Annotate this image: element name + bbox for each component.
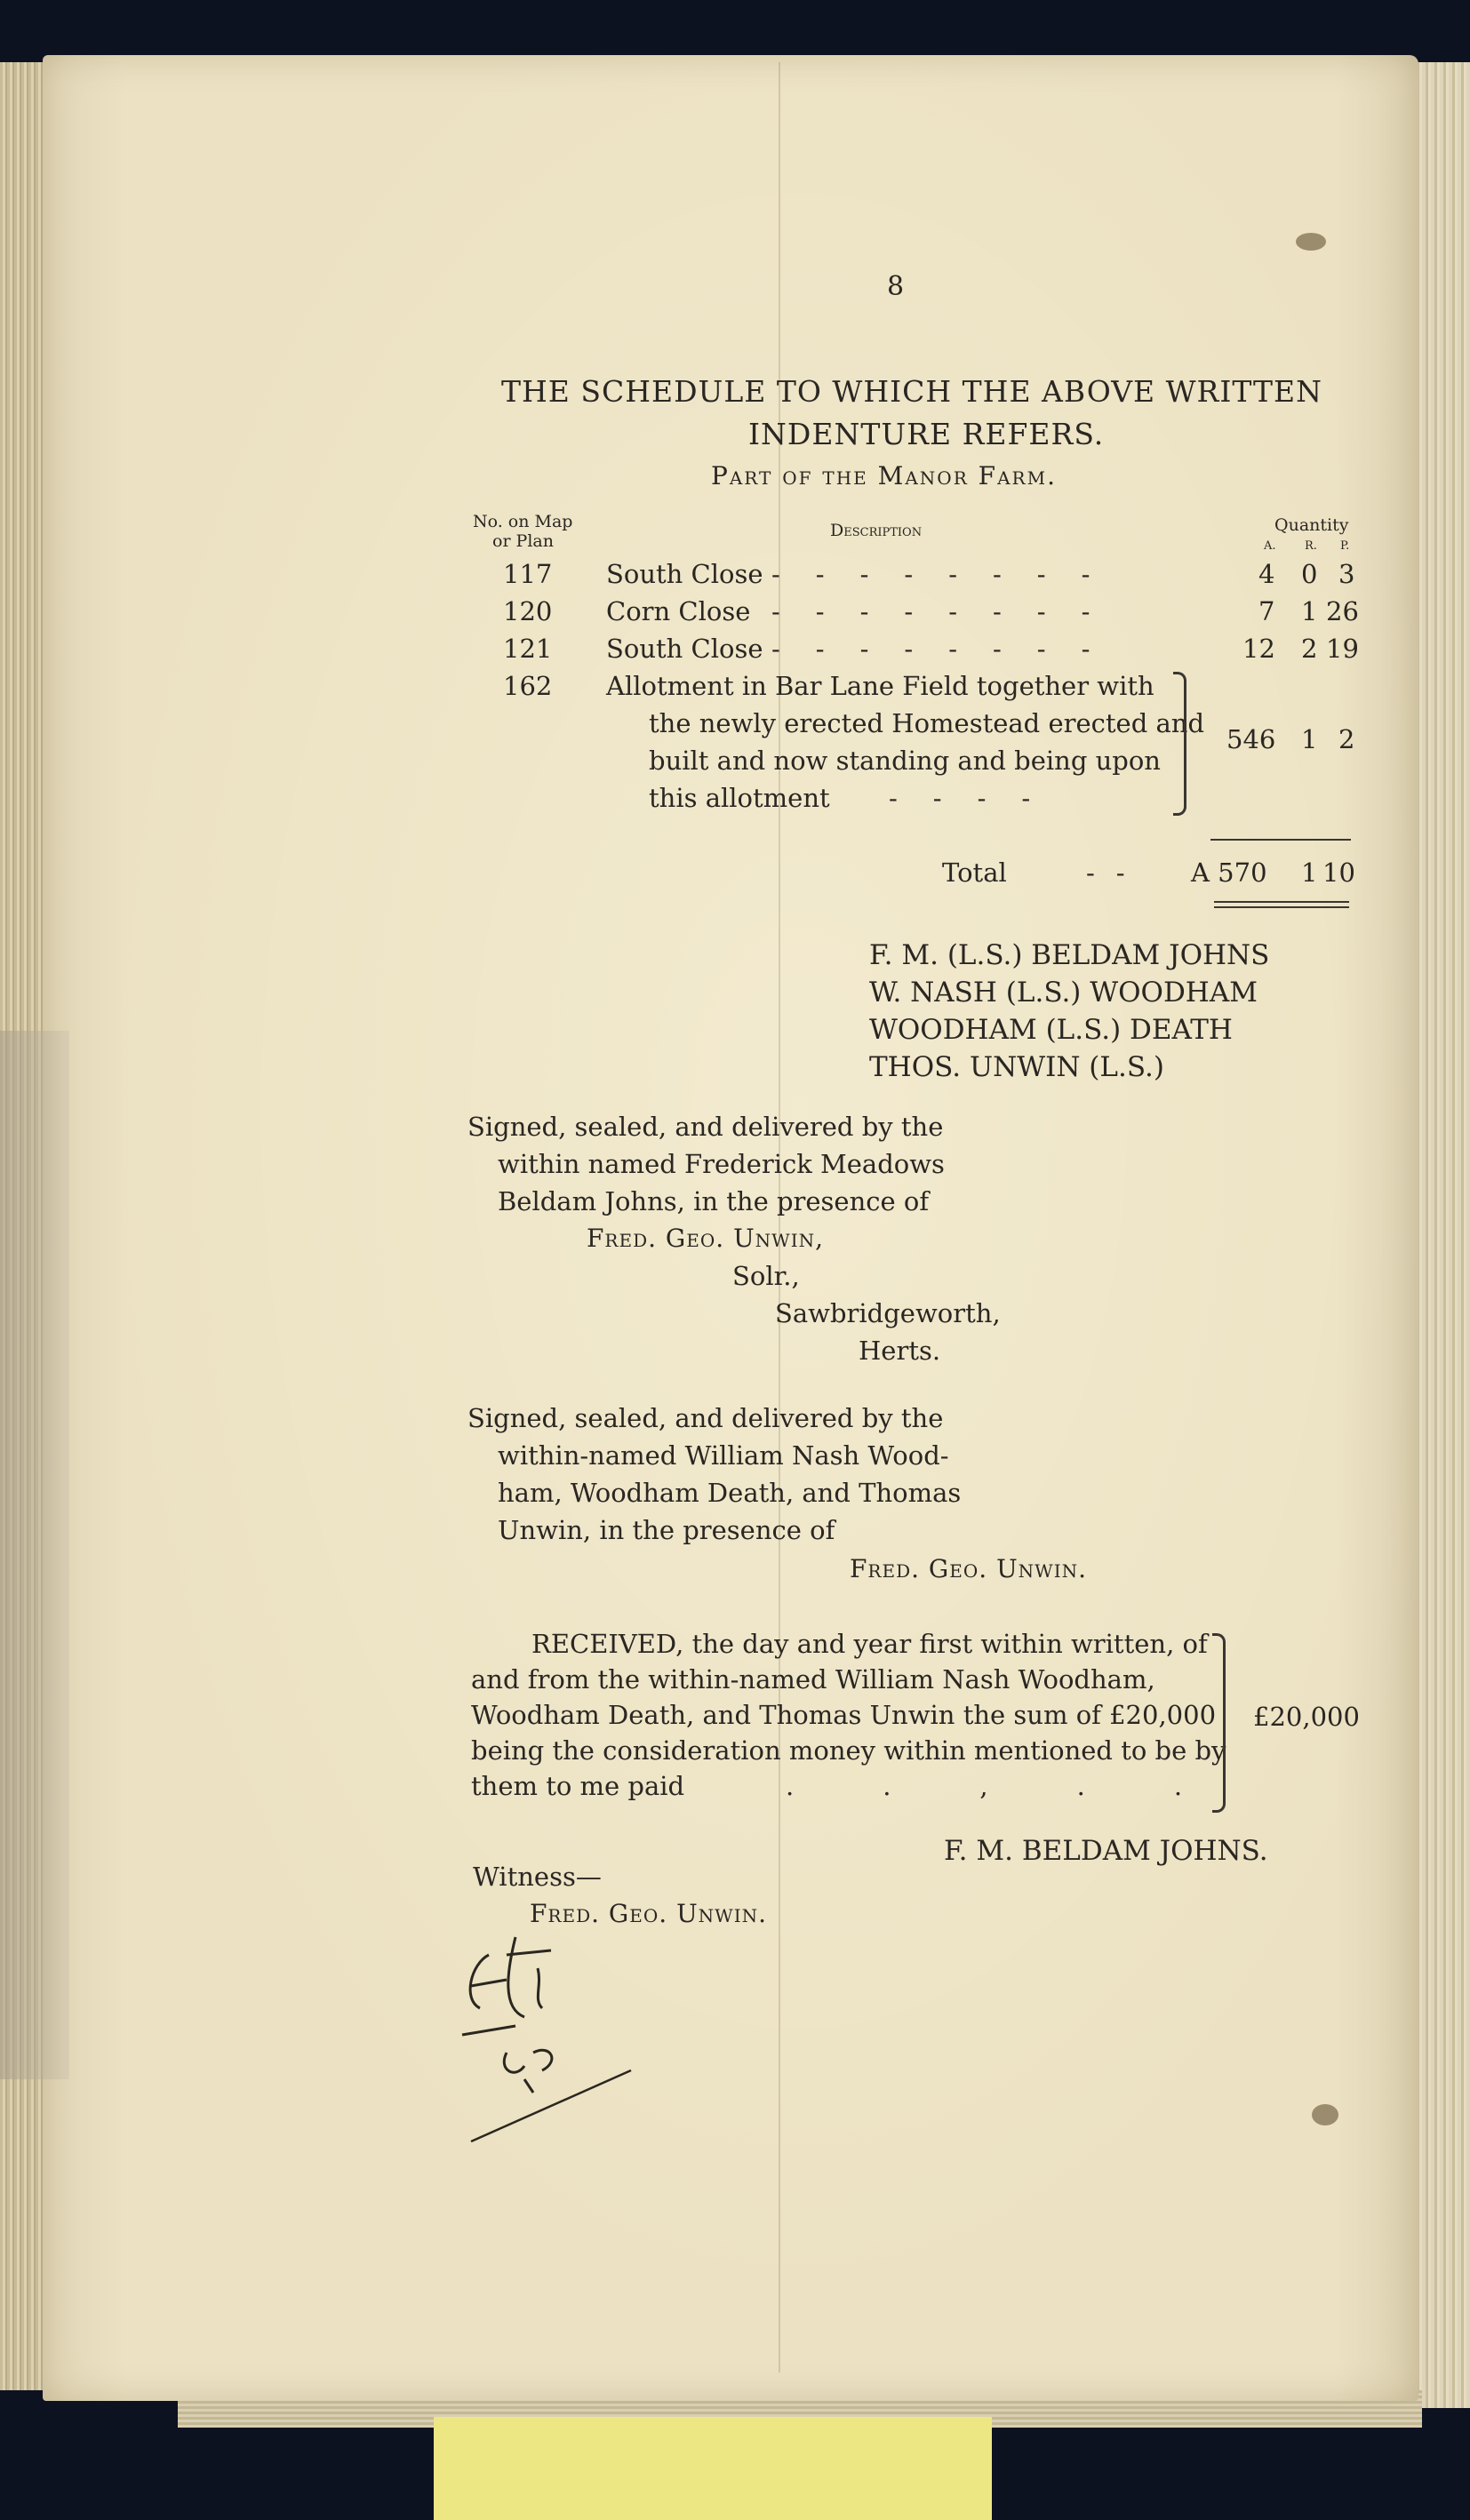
attestation-clause: ham, Woodham Death, and Thomas xyxy=(498,1478,962,1508)
attestation-clause: Beldam Johns, in the presence of xyxy=(498,1186,930,1216)
unit-acres: A. xyxy=(1264,539,1276,553)
page-edges-right xyxy=(1413,62,1470,2408)
sticky-note xyxy=(434,2417,992,2520)
plan-number: 120 xyxy=(503,596,553,626)
stain-mark xyxy=(1296,233,1326,251)
quantity-acres: 546 xyxy=(1226,724,1276,754)
schedule-title: THE SCHEDULE TO WHICH THE ABOVE WRITTEN xyxy=(501,374,1323,409)
plan-number: 162 xyxy=(503,671,553,701)
schedule-title-line2: INDENTURE REFERS. xyxy=(748,417,1105,451)
stain-mark xyxy=(1312,2104,1338,2125)
witness-label: Witness— xyxy=(473,1862,602,1892)
quantity-perches: 26 xyxy=(1326,596,1359,626)
quantity-roods: 2 xyxy=(1301,634,1318,664)
sum-rule xyxy=(1210,839,1351,841)
receipt-clause: Woodham Death, and Thomas Unwin the sum of £20,000 xyxy=(471,1700,1217,1730)
seal-signature: F. M. (L.S.) BELDAM JOHNS xyxy=(869,939,1270,971)
quantity-roods: 1 xyxy=(1301,724,1318,754)
seal-signature: W. NASH (L.S.) WOODHAM xyxy=(869,977,1258,1009)
total-double-rule xyxy=(1214,901,1349,903)
quantity-perches: 3 xyxy=(1338,559,1355,589)
brace xyxy=(1212,1633,1226,1813)
quantity-acres: 7 xyxy=(1258,596,1275,626)
witness-address: Solr., xyxy=(732,1261,800,1291)
receipt-amount: £20,000 xyxy=(1253,1702,1360,1732)
column-header-no-line2: or Plan xyxy=(492,531,554,551)
plan-number: 121 xyxy=(503,634,553,664)
total-roods: 1 xyxy=(1301,857,1318,888)
repair-tape xyxy=(0,1031,69,2079)
parcel-description: Corn Close xyxy=(606,596,751,626)
attestation-clause: Unwin, in the presence of xyxy=(498,1515,835,1545)
total-label: Total xyxy=(942,857,1007,888)
leader-dots: -------- xyxy=(771,559,1126,589)
handwritten-initials xyxy=(453,1902,649,2150)
receipt-clause: them to me paid xyxy=(471,1771,685,1801)
plan-number: 117 xyxy=(503,559,553,589)
receipt-clause: and from the within-named William Nash Woodham, xyxy=(471,1664,1155,1695)
quantity-acres: 12 xyxy=(1242,634,1275,664)
quantity-perches: 2 xyxy=(1338,724,1355,754)
attestation-clause: within named Frederick Meadows xyxy=(498,1149,945,1179)
receipt-clause: being the consideration money within mentioned to be by xyxy=(471,1735,1226,1766)
receipt-clause: RECEIVED, the day and year first within written, of xyxy=(531,1629,1208,1659)
brace xyxy=(1173,672,1186,816)
parcel-description: South Close xyxy=(606,634,763,664)
parcel-description: South Close xyxy=(606,559,763,589)
attestation-clause: Signed, sealed, and delivered by the xyxy=(467,1112,944,1142)
total-perches: 10 xyxy=(1322,857,1355,888)
witness-address: Sawbridgeworth, xyxy=(775,1298,1001,1328)
witness-name: Fred. Geo. Unwin. xyxy=(530,1899,768,1928)
quantity-roods: 1 xyxy=(1301,596,1318,626)
attestation-clause: Signed, sealed, and delivered by the xyxy=(467,1403,944,1433)
leader-dots: ---- xyxy=(889,783,1067,813)
seal-signature: WOODHAM (L.S.) DEATH xyxy=(869,1014,1233,1046)
quantity-perches: 19 xyxy=(1326,634,1359,664)
quantity-acres: 4 xyxy=(1258,559,1275,589)
leader-dots: -- xyxy=(1086,857,1146,888)
schedule-subtitle: Part of the Manor Farm. xyxy=(711,461,1057,490)
column-header-quantity: Quantity xyxy=(1274,515,1349,535)
page-fold xyxy=(779,62,780,2372)
quantity-roods: 0 xyxy=(1301,559,1318,589)
column-header-description: Description xyxy=(830,521,923,540)
parcel-description: Allotment in Bar Lane Field together with xyxy=(606,671,1154,701)
unit-roods: R. xyxy=(1305,539,1317,553)
parcel-description: this allotment xyxy=(649,783,830,813)
receipt-signature: F. M. BELDAM JOHNS. xyxy=(944,1835,1268,1867)
witness-address: Herts. xyxy=(859,1336,941,1366)
witness-name: Fred. Geo. Unwin. xyxy=(850,1554,1088,1583)
total-double-rule xyxy=(1214,906,1349,908)
total-acres: A 570 xyxy=(1191,857,1267,888)
unit-perches: P. xyxy=(1340,539,1350,553)
witness-name: Fred. Geo. Unwin, xyxy=(587,1224,825,1253)
parcel-description: built and now standing and being upon xyxy=(649,746,1161,776)
leader-dots: -------- xyxy=(771,596,1126,626)
leader-dots: ..,.. xyxy=(786,1771,1272,1801)
parcel-description: the newly erected Homestead erected and xyxy=(649,708,1205,738)
seal-signature: THOS. UNWIN (L.S.) xyxy=(869,1051,1164,1083)
leader-dots: -------- xyxy=(771,634,1126,664)
attestation-clause: within-named William Nash Wood- xyxy=(498,1440,949,1471)
page-number: 8 xyxy=(887,271,905,302)
column-header-no: No. on Map xyxy=(473,512,573,531)
